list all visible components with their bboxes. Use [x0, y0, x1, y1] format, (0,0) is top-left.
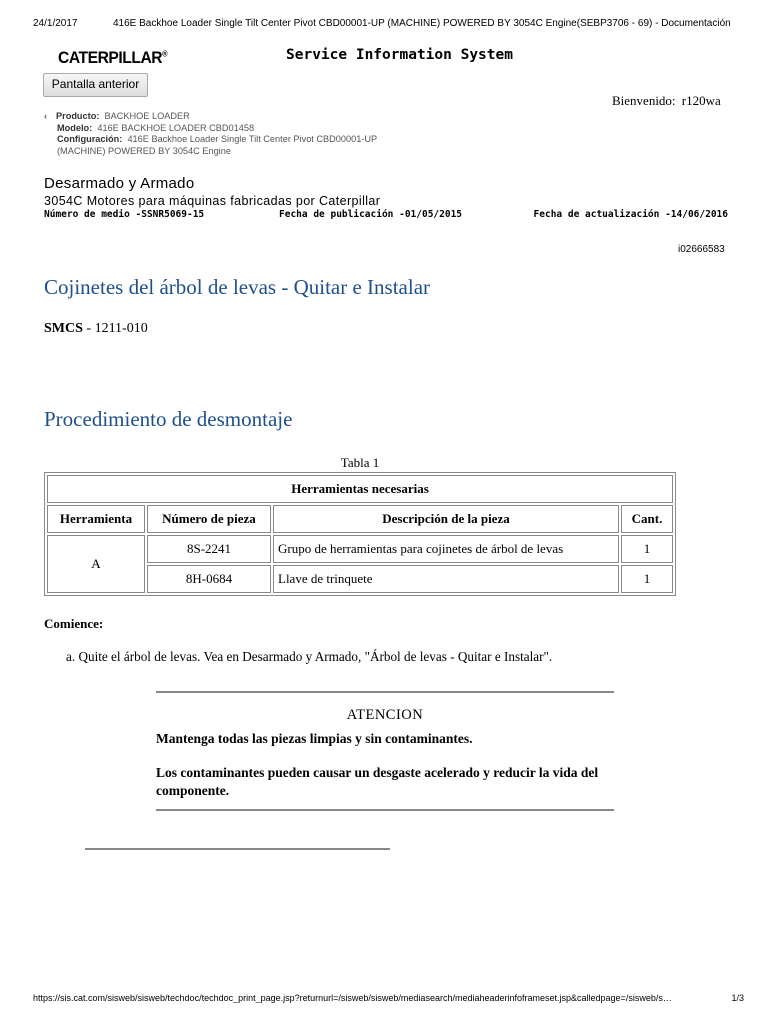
divider-bottom — [156, 809, 614, 811]
caterpillar-logo: CATERPILLAR® — [58, 48, 168, 67]
section-divider — [85, 848, 390, 850]
col-header-part-number: Número de pieza — [147, 505, 271, 533]
product-value: BACKHOE LOADER — [104, 111, 190, 121]
tool-letter: A — [47, 535, 145, 593]
col-header-qty: Cant. — [621, 505, 673, 533]
publication-date: Fecha de publicación -01/05/2015 — [279, 209, 463, 220]
update-date: Fecha de actualización -14/06/2016 — [533, 209, 728, 220]
page-url: https://sis.cat.com/sisweb/sisweb/techdoc/techdoc_print_page.jsp?returnurl=/sisweb/sisweb/mediasearch/mediaheaderinfoframeset.jsp&calledpage=/sisweb/s… — [33, 993, 672, 1003]
part-description: Llave de trinquete — [273, 565, 619, 593]
document-id: i02666583 — [678, 244, 725, 255]
product-label: Producto: — [56, 111, 100, 121]
chevron-left-icon[interactable]: ‹ — [44, 111, 48, 121]
system-title: Service Information System — [286, 47, 513, 63]
table-caption: Tabla 1 — [340, 455, 380, 470]
page-title: Cojinetes del árbol de levas - Quitar e Instalar — [44, 275, 431, 299]
col-header-description: Descripción de la pieza — [273, 505, 619, 533]
procedure-heading: Procedimiento de desmontaje — [44, 407, 293, 431]
smcs-value: - 1211-010 — [82, 321, 148, 336]
smcs-code — [44, 321, 148, 337]
table-row — [47, 535, 673, 563]
divider-top — [156, 691, 614, 693]
step-a: a. Quite el árbol de levas. Vea en Desarmado y Armado, "Árbol de levas - Quitar e Instalar". — [66, 649, 553, 664]
col-header-tool: Herramienta — [47, 505, 145, 533]
config-value-cont: (MACHINE) POWERED BY 3054C Engine — [57, 145, 231, 156]
part-description: Grupo de herramientas para cojinetes de árbol de levas — [273, 535, 619, 563]
print-title: 416E Backhoe Loader Single Tilt Center Pivot CBD00001-UP (MACHINE) POWERED BY 3054C Engine(SEBP3706 - 69) - Documentación — [113, 18, 731, 29]
attention-title: ATENCION — [346, 707, 424, 723]
welcome-label: Bienvenido: — [612, 93, 676, 108]
config-label: Configuración: — [57, 134, 123, 144]
table-header-row — [47, 505, 673, 533]
section-subtitle: 3054C Motores para máquinas fabricadas por Caterpillar — [44, 194, 381, 208]
model-value: 416E BACKHOE LOADER CBD01458 — [97, 122, 255, 133]
username: r120wa — [681, 93, 721, 108]
page-number: 1/3 — [731, 993, 744, 1003]
smcs-label: SMCS — [44, 321, 83, 336]
breadcrumb — [44, 111, 444, 157]
config-value: 416E Backhoe Loader Single Tilt Center Pivot CBD00001-UP — [127, 134, 378, 144]
attention-text-1: Mantenga todas las piezas limpias y sin contaminantes. — [156, 731, 473, 746]
start-label: Comience: — [44, 616, 104, 631]
print-date: 24/1/2017 — [33, 18, 78, 29]
part-number: 8S-2241 — [147, 535, 271, 563]
back-button[interactable]: Pantalla anterior — [43, 73, 148, 97]
attention-text-2: Los contaminantes pueden causar un desgaste acelerado y reducir la vida del componente. — [156, 765, 599, 798]
tools-table — [44, 472, 676, 596]
part-qty: 1 — [621, 535, 673, 563]
welcome-message — [612, 93, 721, 109]
part-qty: 1 — [621, 565, 673, 593]
table-title: Herramientas necesarias — [47, 475, 673, 503]
media-number: Número de medio -SSNR5069-15 — [44, 209, 205, 220]
model-label: Modelo: — [57, 122, 93, 133]
section-title: Desarmado y Armado — [44, 175, 195, 192]
part-number: 8H-0684 — [147, 565, 271, 593]
